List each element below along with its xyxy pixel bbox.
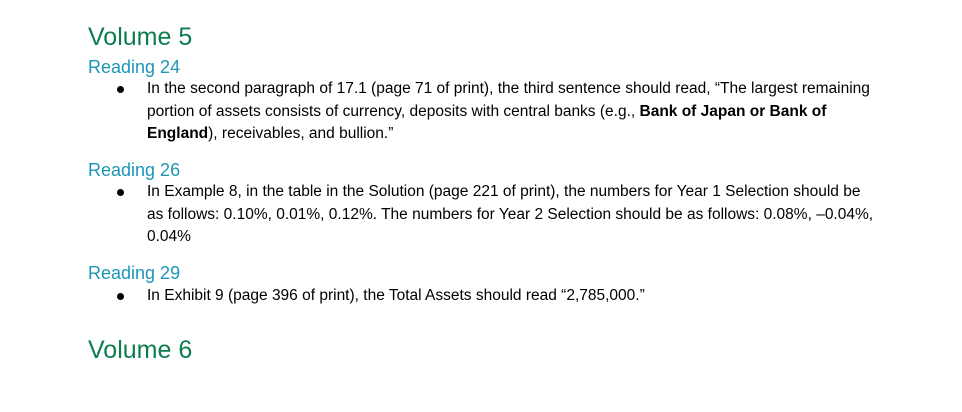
list-item [0, 181, 877, 249]
volume-5-heading: Volume 5 [88, 23, 193, 51]
reading-26-bullet-list [0, 181, 877, 249]
bullet-text-before: In the second paragraph of 17.1 (page 71 of print), the third sentence should read, “The largest remaining portion of assets consists of currency, deposits with central banks (e.g., [147, 80, 870, 120]
bullet-text-bold: Bank of Japan or Bank of England [147, 102, 827, 142]
bullet-text-after: ), receivables, and bullion.” [208, 125, 394, 142]
list-item [0, 78, 877, 146]
bullet-icon [117, 86, 124, 93]
list-item [0, 285, 877, 308]
reading-24-heading: Reading 24 [88, 57, 181, 77]
reading-29-bullet-list [0, 285, 877, 308]
volume-6-heading: Volume 6 [88, 336, 193, 364]
reading-29-heading: Reading 29 [88, 263, 181, 283]
bullet-icon [117, 293, 124, 300]
bullet-text: In Example 8, in the table in the Solution (page 221 of print), the numbers for Year 1 Selection should be as follows: 0.10%, 0.01%, 0.12%. The numbers for Year 2 Selection should be as follows: 0.08%, –0.04%, 0.04% [147, 183, 874, 245]
bullet-icon [117, 189, 124, 196]
reading-26-heading: Reading 26 [88, 160, 181, 180]
reading-24-bullet-list [0, 78, 877, 146]
bullet-text: In Exhibit 9 (page 396 of print), the Total Assets should read “2,785,000.” [147, 287, 645, 304]
